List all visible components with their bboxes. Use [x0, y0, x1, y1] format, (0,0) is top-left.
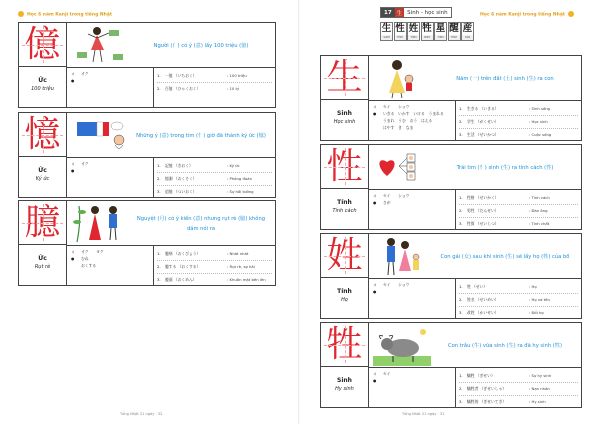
- sino-viet-box: [321, 278, 369, 318]
- on-reading-mark: ォ: [373, 193, 377, 198]
- vocab-list: [153, 157, 275, 197]
- kanji-meaning: 100 triệu: [31, 86, 54, 92]
- reading-row-kun: [71, 167, 153, 174]
- on-reading-mark: ォ: [373, 104, 377, 109]
- kun-reading-mark: ●: [373, 111, 377, 116]
- vocab-list: [153, 67, 275, 107]
- vocab-word: 憶測 （おくそく）: [165, 176, 197, 181]
- vocab-number: 2.: [157, 264, 161, 269]
- vocab-meaning: : Nạn nhân: [529, 386, 550, 391]
- vocab-word: 性格 （せいかく）: [467, 195, 499, 200]
- kanji-meaning: Họ: [341, 297, 348, 303]
- kanji-box: [321, 323, 369, 367]
- kun-reading-mark: ●: [71, 78, 75, 83]
- right-header-text: Học 6 năm Kanji trong tiếng Nhật: [480, 12, 566, 18]
- kanji-card-5: [320, 144, 582, 230]
- vocab-row: [459, 129, 578, 141]
- vocab-word: 学生 （がくせい）: [467, 119, 499, 124]
- header-dot-icon: [568, 11, 574, 17]
- vocab-number: 3.: [459, 310, 463, 315]
- kanji-meaning: Ký ức: [35, 176, 50, 182]
- strip-reading: SINH: [381, 35, 392, 40]
- vocab-row: [459, 205, 578, 218]
- mnemonic-text: Năm (一) trên đất (土) sinh (生) ra con: [456, 76, 554, 82]
- strip-reading: SẢN: [462, 35, 473, 40]
- on-reading: オク ヨク: [81, 249, 104, 254]
- lesson-title: Sinh - học sinh: [407, 9, 448, 16]
- kun-reading: さが: [383, 200, 391, 205]
- vocab-meaning: : Phỏng đoán: [227, 176, 252, 181]
- vocab-word: 百億 （ひゃくおく）: [165, 86, 201, 91]
- vocab-row: [459, 294, 578, 307]
- vocab-number: 1.: [459, 284, 463, 289]
- vocab-meaning: : Khuôn mặt bẽn lẽn: [227, 277, 266, 282]
- vocab-meaning: : Sự hồi tưởng: [227, 189, 254, 194]
- kun-reading: うまれ うむ おう はえる: [383, 118, 433, 123]
- sino-viet-box: [19, 157, 67, 197]
- strip-kanji: 産: [462, 23, 473, 34]
- header-dot-icon: [18, 11, 24, 17]
- vocab-row: [459, 383, 578, 396]
- vocab-word: 姓 （せい）: [467, 284, 488, 289]
- shy-couple-illustration-icon: [71, 202, 129, 244]
- kun-reading-mark: ●: [373, 378, 377, 383]
- right-page-footer: Tổng Nhật 21 ngày · 31: [402, 412, 445, 416]
- vocab-word: 臆面 （おくめん）: [165, 277, 197, 282]
- vocab-meaning: : Họ: [529, 284, 537, 289]
- vocab-meaning: : Sự hy sinh: [529, 373, 552, 378]
- sino-viet-reading: Tính: [337, 288, 352, 295]
- reading-row-kun: [373, 124, 455, 131]
- kanji-char: 姓: [326, 234, 363, 276]
- strip-kanji: 牲: [422, 23, 432, 34]
- kun-reading: はやす き なま: [383, 125, 414, 130]
- sino-viet-reading: Ức: [38, 167, 47, 174]
- strip-kanji: 姓: [408, 23, 419, 34]
- sino-viet-box: [321, 189, 369, 229]
- kanji-char: 牲: [326, 323, 363, 365]
- family-illustration-icon: [373, 235, 431, 277]
- kanji-box: [321, 234, 369, 278]
- mother-child-illustration-icon: [373, 57, 431, 99]
- reading-row-on: [373, 370, 455, 377]
- on-reading-mark: ォ: [373, 282, 377, 287]
- readings-block: [373, 103, 455, 131]
- reading-row-kun: [71, 262, 153, 269]
- strip-reading: TÍNH: [395, 35, 406, 40]
- vocab-row: [157, 70, 272, 83]
- on-reading-mark: ォ: [71, 71, 75, 76]
- vocab-word: 性質 （せいしつ）: [467, 221, 499, 226]
- reading-row-on: [71, 160, 153, 167]
- right-page-header: [480, 11, 574, 18]
- kun-reading-mark: ●: [71, 168, 75, 173]
- vocab-row: [459, 103, 578, 116]
- strip-cell: [407, 22, 420, 41]
- kun-reading-mark: ●: [373, 200, 377, 205]
- mnemonic-text: Trái tim (忄) sinh (生) ra tính cách (性): [456, 165, 554, 171]
- vocab-row: [157, 160, 272, 173]
- reading-row-kun: [373, 117, 455, 124]
- kanji-strip: [380, 22, 475, 41]
- kanji-card-7: [320, 322, 582, 408]
- vocab-word: 犠牲 （ぎせい）: [467, 373, 495, 378]
- lesson-badge: [380, 7, 452, 18]
- kun-reading-mark: [71, 262, 77, 269]
- kun-reading: むね: [81, 256, 89, 261]
- kun-reading-mark: ●: [71, 256, 75, 261]
- vocab-number: 2.: [459, 386, 463, 391]
- vocab-number: 2.: [459, 119, 463, 124]
- mnemonic-text: Những ý (意) trong tim (忄) giờ đã thành ký ức (憶): [136, 133, 266, 139]
- on-reading: オク: [81, 161, 89, 166]
- vocab-number: 3.: [459, 132, 463, 137]
- kanji-card-6: [320, 233, 582, 319]
- vocab-word: 姓名 （せいめい）: [467, 297, 499, 302]
- woman-money-illustration-icon: [71, 24, 129, 66]
- reading-row-kun: [373, 288, 455, 295]
- heart-faces-illustration-icon: [373, 146, 431, 188]
- kanji-box: [19, 113, 67, 157]
- buffalo-illustration-icon: [373, 324, 431, 366]
- strip-cell: [461, 22, 474, 41]
- kanji-card-2: [18, 112, 276, 198]
- kun-reading-mark: [373, 117, 379, 124]
- sino-viet-reading: Tính: [337, 199, 352, 206]
- strip-reading: TỈNH: [449, 35, 460, 40]
- reading-row-kun: [71, 255, 153, 262]
- reading-row-kun: [373, 110, 455, 117]
- kanji-card-3: [18, 200, 276, 286]
- vocab-number: 2.: [459, 297, 463, 302]
- vocab-row: [459, 192, 578, 205]
- sino-viet-reading: Sinh: [337, 377, 352, 384]
- vocab-number: 1.: [157, 73, 161, 78]
- sino-viet-reading: Sinh: [337, 110, 352, 117]
- vocab-list: [455, 100, 581, 140]
- kanji-char: 憶: [24, 113, 61, 155]
- vocab-meaning: : Nhát nhát: [227, 251, 249, 256]
- strip-cell: [448, 22, 461, 41]
- kanji-char: 生: [326, 56, 363, 98]
- reading-row-kun: [373, 377, 455, 384]
- strip-reading: SINH: [422, 35, 433, 40]
- vocab-row: [459, 281, 578, 294]
- kanji-meaning: Hy sinh: [335, 386, 354, 392]
- reading-row-kun: [71, 77, 153, 84]
- sino-viet-box: [19, 245, 67, 285]
- vocab-word: 生活 （せいかつ）: [467, 132, 499, 137]
- vocab-number: 3.: [157, 277, 161, 282]
- strip-cell: [421, 22, 434, 41]
- kanji-card-1: [18, 22, 276, 108]
- reading-row-on: [373, 281, 455, 288]
- vocab-word: 犠牲的 （ぎせいてき）: [467, 399, 507, 404]
- vocab-word: 臆する （おくする）: [165, 264, 201, 269]
- strip-kanji: 生: [381, 23, 392, 34]
- on-reading: オク: [81, 71, 89, 76]
- on-reading-mark: ォ: [71, 161, 75, 166]
- strip-cell: [394, 22, 407, 41]
- strip-cell: [434, 22, 447, 41]
- lesson-symbol: 生: [395, 8, 405, 17]
- mnemonic-text: Con trâu (牛) vừa sinh (生) ra đã hy sinh (牲): [447, 343, 563, 349]
- reading-row-on: [71, 248, 153, 255]
- on-reading: セイ ショウ: [383, 282, 410, 287]
- kanji-box: [19, 201, 67, 245]
- vocab-row: [459, 396, 578, 408]
- vocab-number: 1.: [459, 195, 463, 200]
- vocab-meaning: : Họ và tên: [529, 297, 550, 302]
- right-page: [300, 0, 600, 424]
- kun-reading: おくする: [81, 263, 97, 268]
- vocab-word: 一億 （いちおく）: [165, 73, 197, 78]
- mnemonic-text: Con gái (女) sau khi sinh (生) sẽ lấy họ (姓) của bố: [440, 254, 570, 260]
- vocab-row: [459, 370, 578, 383]
- vocab-row: [157, 261, 272, 274]
- vocab-list: [455, 278, 581, 318]
- sino-viet-box: [321, 367, 369, 407]
- mnemonic-text: Nguyệt (月) có ý kiến (意) nhưng rụt rè (臆) không dám nói ra: [136, 216, 266, 232]
- vocab-meaning: : Rụt rè, sợ hãi: [227, 264, 255, 269]
- vocab-meaning: : Ký ức: [227, 163, 240, 168]
- kanji-box: [19, 23, 67, 67]
- strip-reading: TINH: [435, 35, 446, 40]
- kun-reading-mark: [373, 124, 379, 131]
- vocab-number: 1.: [157, 163, 161, 168]
- vocab-number: 1.: [459, 373, 463, 378]
- vocab-word: 臆病 （おくびょう）: [165, 251, 201, 256]
- kanji-char: 億: [24, 23, 61, 65]
- readings-block: [71, 160, 153, 174]
- vocab-meaning: : Tính cách: [529, 195, 550, 200]
- left-header-text: Học 6 năm Kanji trong tiếng Nhật: [27, 12, 113, 18]
- vocab-row: [459, 116, 578, 129]
- vocab-row: [157, 83, 272, 95]
- vocab-number: 2.: [157, 176, 161, 181]
- strip-kanji: 性: [395, 23, 405, 34]
- memory-flag-illustration-icon: [71, 114, 129, 156]
- vocab-meaning: : Đổi họ: [529, 310, 544, 315]
- vocab-word: 改姓 （かいせい）: [467, 310, 499, 315]
- vocab-number: 3.: [459, 221, 463, 226]
- vocab-row: [157, 274, 272, 286]
- reading-row-kun: [373, 199, 455, 206]
- strip-cell: [380, 22, 393, 41]
- vocab-list: [455, 367, 581, 407]
- kanji-meaning: Rụt rè: [34, 264, 51, 270]
- kanji-char: 性: [326, 145, 363, 187]
- vocab-word: 生きる （いきる）: [467, 106, 499, 111]
- vocab-meaning: : 100 triệu: [227, 73, 247, 78]
- kanji-char: 臆: [24, 201, 61, 243]
- sino-viet-reading: Ức: [38, 77, 47, 84]
- sino-viet-box: [19, 67, 67, 107]
- vocab-meaning: : Học sinh: [529, 119, 548, 124]
- vocab-meaning: : Tính chất: [529, 221, 550, 226]
- vocab-number: 3.: [157, 189, 161, 194]
- reading-row-on: [373, 192, 455, 199]
- on-reading: セイ ショウ: [383, 193, 410, 198]
- kanji-meaning: Học sinh: [333, 119, 356, 125]
- on-reading-mark: ォ: [373, 371, 377, 376]
- vocab-number: 1.: [157, 251, 161, 256]
- vocab-word: 記憶 （きおく）: [165, 163, 193, 168]
- vocab-row: [459, 307, 578, 319]
- vocab-row: [157, 248, 272, 261]
- vocab-list: [153, 245, 275, 285]
- strip-reading: TÍNH: [408, 35, 419, 40]
- vocab-number: 2.: [459, 208, 463, 213]
- lesson-number: 17: [381, 8, 395, 17]
- vocab-list: [455, 189, 581, 229]
- on-reading: セイ: [383, 371, 391, 376]
- vocab-row: [157, 173, 272, 186]
- vocab-number: 3.: [459, 399, 463, 404]
- on-reading: セイ ショウ: [383, 104, 410, 109]
- kanji-card-4: [320, 55, 582, 141]
- vocab-row: [157, 186, 272, 198]
- readings-block: [71, 248, 153, 269]
- sino-viet-box: [321, 100, 369, 140]
- kun-reading: いきる いかす いける うまれる: [383, 111, 444, 116]
- vocab-number: 2.: [157, 86, 161, 91]
- strip-kanji: 星: [435, 23, 446, 34]
- vocab-row: [459, 218, 578, 230]
- vocab-number: 1.: [459, 106, 463, 111]
- kanji-meaning: Tính cách: [332, 208, 357, 214]
- readings-block: [71, 70, 153, 84]
- vocab-word: 男性 （だんせい）: [467, 208, 499, 213]
- readings-block: [373, 370, 455, 384]
- strip-kanji: 醒: [449, 23, 459, 34]
- kanji-box: [321, 56, 369, 100]
- kun-reading-mark: ●: [373, 289, 377, 294]
- vocab-meaning: : Hy sinh: [529, 399, 546, 404]
- on-reading-mark: ォ: [71, 249, 75, 254]
- reading-row-on: [71, 70, 153, 77]
- sino-viet-reading: Ức: [38, 255, 47, 262]
- readings-block: [373, 281, 455, 295]
- readings-block: [373, 192, 455, 206]
- kanji-box: [321, 145, 369, 189]
- vocab-meaning: : Đàn ông: [529, 208, 548, 213]
- vocab-meaning: : 10 tỷ: [227, 86, 240, 91]
- vocab-word: 犠牲者 （ぎせいしゃ）: [467, 386, 507, 391]
- left-page-footer: Tổng Nhật 21 ngày · 32: [120, 412, 163, 416]
- vocab-meaning: : Cuộc sống: [529, 132, 552, 137]
- reading-row-on: [373, 103, 455, 110]
- mnemonic-text: Người (亻) có ý (意) lấy 100 triệu (億): [153, 43, 249, 49]
- vocab-meaning: : Sinh sống: [529, 106, 551, 111]
- left-page-header: [18, 11, 112, 18]
- vocab-word: 追憶 （ついおく）: [165, 189, 197, 194]
